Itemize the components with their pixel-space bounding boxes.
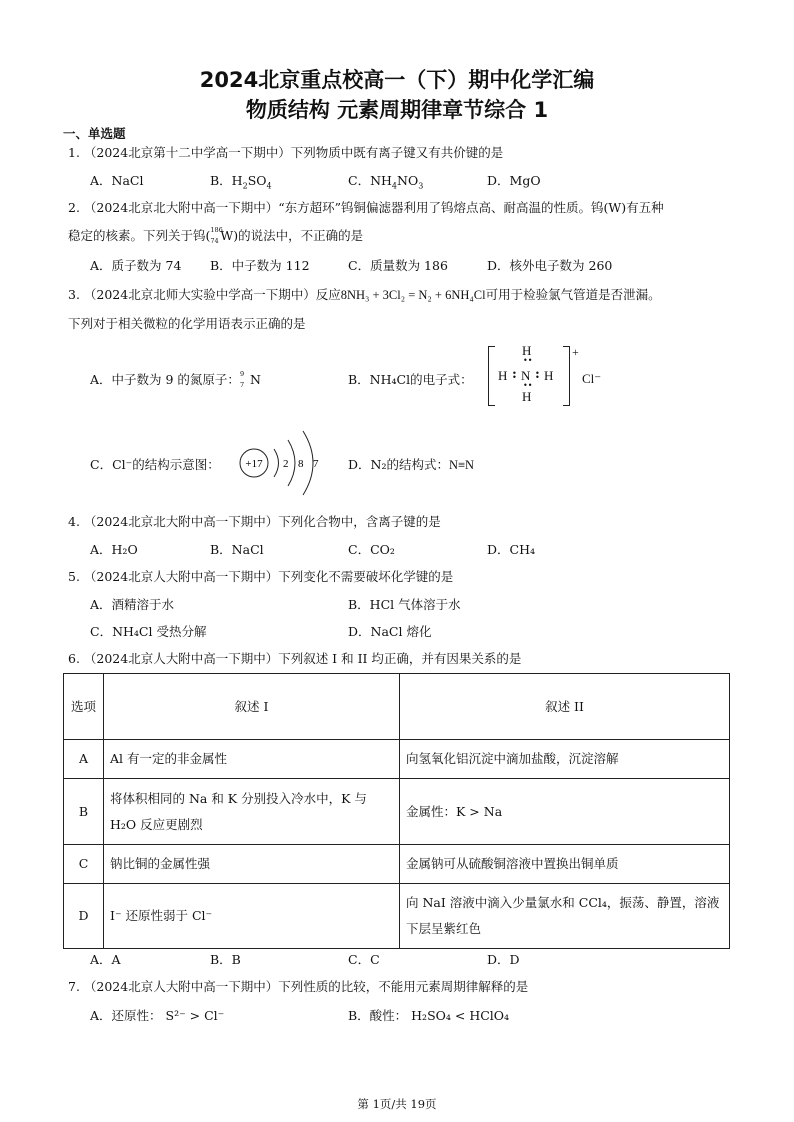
q6-option-a: A．A xyxy=(90,952,121,967)
question-5: 5. （2024北京人大附中高一下期中）下列变化不需要破坏化学键的是 xyxy=(68,569,454,584)
q1-option-b: B．$H_2SO_4$ xyxy=(210,173,272,191)
question-2-line1: 2. （2024北京北大附中高一下期中）“东方超环”钨铜偏滤器利用了钨熔点高、耐高温的性质。钨(W)有五种 xyxy=(68,200,664,215)
page-footer: 第 1页/共 19页 xyxy=(357,1097,437,1111)
question-4: 4. （2024北京北大附中高一下期中）下列化合物中，含离子键的是 xyxy=(68,514,441,529)
q5-option-a: A．酒精溶于水 xyxy=(90,597,175,612)
table-header-row xyxy=(64,674,730,740)
q2-option-d: D．核外电子数为 260 xyxy=(487,258,613,273)
q3-option-c: C．Cl⁻的结构示意图： xyxy=(90,457,220,472)
shell-2-count: 8 xyxy=(298,458,304,470)
chloride-ion: Cl⁻ xyxy=(582,371,602,386)
q7-option-a: A．还原性： S²⁻ > Cl⁻ xyxy=(90,1008,225,1023)
page-subtitle: 物质结构 元素周期律章节综合 1 xyxy=(245,98,549,122)
q1-option-d: D．MgO xyxy=(487,173,541,188)
q3-option-b: B．NH₄Cl的电子式： xyxy=(348,372,473,387)
table-header-statement-1: 叙述 I xyxy=(104,674,400,740)
q5-option-d: D．NaCl 熔化 xyxy=(348,624,432,639)
reaction-equation: 8NH₃ + 3Cl₂ = N₂ + 6NH₄Cl xyxy=(340,288,486,302)
table-row: A Al 有一定的非金属性 向氢氧化铝沉淀中滴加盐酸，沉淀溶解 xyxy=(64,740,730,779)
q6-option-c: C．C xyxy=(348,952,380,967)
question-6-table xyxy=(63,673,730,949)
q2-option-b: B．中子数为 112 xyxy=(210,258,310,273)
shell-3-arc xyxy=(303,431,313,495)
table-row: D I⁻ 还原性弱于 Cl⁻ 向 NaI 溶液中滴入少量氯水和 CCl₄，振荡、静置，溶液下层呈紫红色 xyxy=(64,884,730,949)
question-6: 6. （2024北京人大附中高一下期中）下列叙述 I 和 II 均正确，并有因果关系的是 xyxy=(68,651,522,666)
shell-1-count: 2 xyxy=(283,458,289,470)
question-3-line1: 3. （2024北京北师大实验中学高一下期中）反应8NH₃ + 3Cl₂ = N₂ + 6NH₄Cl可用于检验氯气管道是否泄漏。 xyxy=(68,287,661,302)
nuclide-notation: 186 74 xyxy=(210,225,223,245)
q4-option-a: A．H₂O xyxy=(90,542,138,557)
electron-dot-structure: H •• H : N : H •• H xyxy=(488,346,570,406)
table-header-statement-2: 叙述 II xyxy=(400,674,730,740)
table-header-option: 选项 xyxy=(64,674,104,740)
table-row: B 将体积相同的 Na 和 K 分别投入冷水中，K 与 H₂O 反应更剧烈 金属性：K > Na xyxy=(64,779,730,845)
q1-option-c: C．$NH_4NO_3$ xyxy=(348,173,424,191)
q7-option-b: B．酸性： H₂SO₄ < HClO₄ xyxy=(348,1008,510,1023)
left-bracket xyxy=(488,346,495,406)
q3-option-d: D．N₂的结构式：N≡N xyxy=(348,457,475,472)
page-title: 2024北京重点校高一（下）期中化学汇编 xyxy=(199,68,595,92)
shell-2-arc xyxy=(288,440,295,486)
q6-option-b: B．B xyxy=(210,952,241,967)
charge-plus: + xyxy=(572,345,579,359)
nucleus-charge: +17 xyxy=(245,458,263,470)
section-heading: 一、单选题 xyxy=(63,126,126,141)
atomic-structure-diagram xyxy=(230,423,328,503)
question-3-line2: 下列对于相关微粒的化学用语表示正确的是 xyxy=(68,316,306,331)
shell-3-count: 7 xyxy=(313,458,319,470)
shell-1-arc xyxy=(274,449,279,477)
table-row: C 钠比铜的金属性强 金属钠可从硫酸铜溶液中置换出铜单质 xyxy=(64,845,730,884)
q5-option-b: B．HCl 气体溶于水 xyxy=(348,597,461,612)
q4-option-d: D．CH₄ xyxy=(487,542,535,557)
q2-option-a: A．质子数为 74 xyxy=(90,258,182,273)
q4-option-b: B．NaCl xyxy=(210,542,264,557)
question-7: 7. （2024北京人大附中高一下期中）下列性质的比较，不能用元素周期律解释的是 xyxy=(68,979,529,994)
q1-option-a: A．NaCl xyxy=(90,173,144,188)
q2-option-c: C．质量数为 186 xyxy=(348,258,448,273)
q4-option-c: C．CO₂ xyxy=(348,542,395,557)
question-1: 1. （2024北京第十二中学高一下期中）下列物质中既有离子键又有共价键的是 xyxy=(68,145,504,160)
q5-option-c: C．NH₄Cl 受热分解 xyxy=(90,624,207,639)
question-2-line2: 稳定的核素。下列关于钨( 186 74 W)的说法中，不正确的是 xyxy=(68,225,364,245)
right-bracket xyxy=(563,346,570,406)
q3-option-a: A．中子数为 9 的氮原子： 9 7 N xyxy=(90,369,261,389)
q6-option-d: D．D xyxy=(487,952,520,967)
